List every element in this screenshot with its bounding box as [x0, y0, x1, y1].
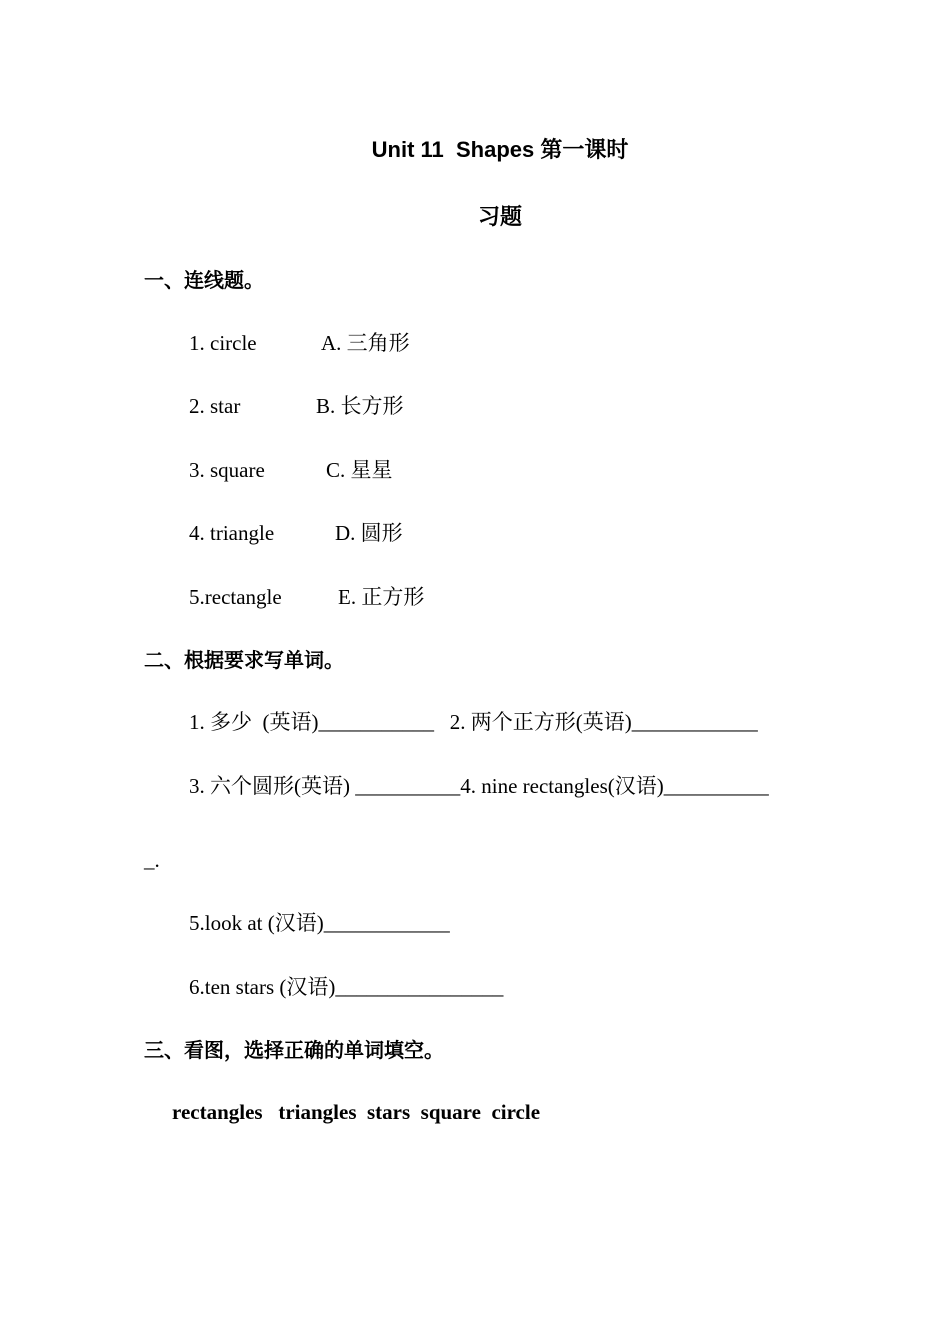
fill-line-2: 3. 六个圆形(英语) __________4. nine rectangles(汉语)__________: [189, 774, 769, 798]
match-right-3: C. 星星: [326, 458, 393, 482]
match-left-2: 2. star: [189, 394, 241, 418]
fill-line-wrap: _.: [144, 848, 160, 872]
match-right-4: D. 圆形: [335, 521, 403, 545]
fill-line-3: 5.look at (汉语)____________: [189, 911, 450, 935]
section3-heading: 三、看图，选择正确的单词填空。: [144, 1038, 444, 1062]
page-title: Unit 11 Shapes 第一课时: [371, 137, 629, 162]
page-subtitle: 习题: [477, 204, 522, 229]
fill-line-1: 1. 多少 (英语)___________ 2. 两个正方形(英语)____________: [189, 710, 758, 734]
match-right-1: A. 三角形: [321, 331, 410, 355]
match-left-3: 3. square: [189, 458, 265, 482]
match-left-1: 1. circle: [189, 331, 257, 355]
word-bank: rectangles triangles stars square circle: [172, 1100, 541, 1124]
match-right-2: B. 长方形: [316, 394, 404, 418]
section1-heading: 一、连线题。: [144, 268, 264, 292]
match-left-4: 4. triangle: [189, 521, 275, 545]
match-left-5: 5.rectangle: [189, 585, 282, 609]
section2-heading: 二、根据要求写单词。: [144, 648, 344, 672]
match-right-5: E. 正方形: [338, 585, 425, 609]
fill-line-4: 6.ten stars (汉语)________________: [189, 975, 504, 999]
